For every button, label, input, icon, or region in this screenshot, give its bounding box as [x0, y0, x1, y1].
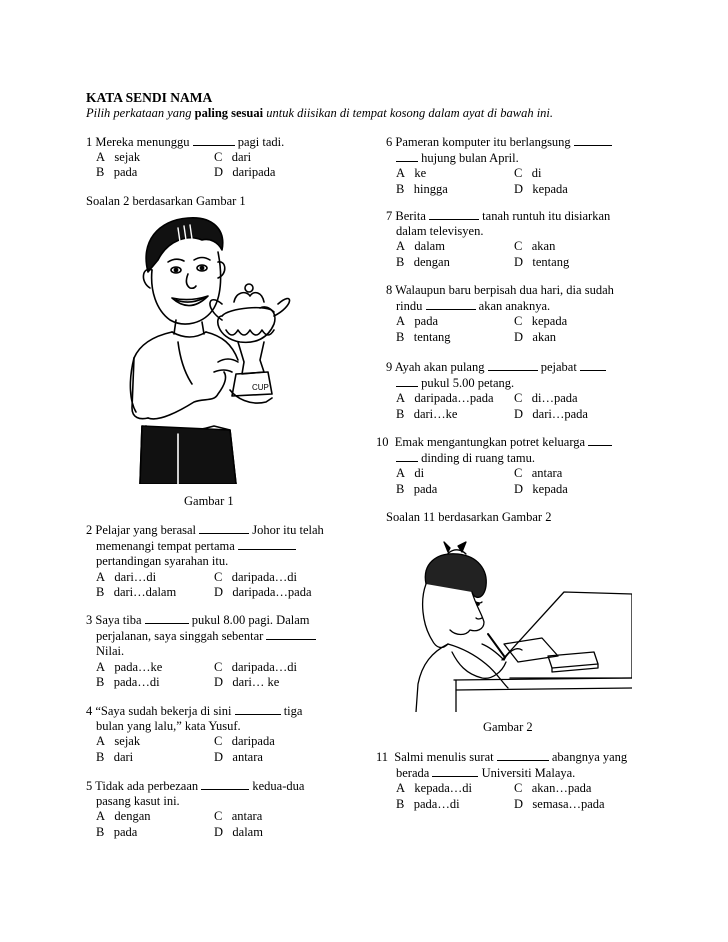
question-1: 1 Mereka menunggu pagi tadi. A sejak C dari B pada D daripada [86, 135, 285, 180]
answer-blank[interactable] [429, 208, 479, 220]
option-d[interactable]: D semasa…pada [514, 796, 605, 811]
option-d[interactable]: D kepada [514, 181, 568, 196]
option-a[interactable]: A ke [396, 166, 427, 181]
question-4: 4 “Saya sudah bekerja di sini tiga bulan yang lalu,” kata Yusuf. A sejak C daripada B dari D antara [86, 704, 303, 764]
option-c[interactable]: C daripada…di [214, 569, 297, 584]
answer-blank[interactable] [266, 628, 316, 640]
option-b[interactable]: B hingga [396, 181, 448, 196]
option-a[interactable]: A dalam [396, 239, 445, 254]
trophy-label: CUP [252, 383, 269, 392]
instruction: Pilih perkataan yang paling sesuai untuk diisikan di tempat kosong dalam ayat di bawah ini. [86, 106, 554, 120]
question-9: 9 Ayah akan pulang pejabat pukul 5.00 petang. A daripada…pada C di…pada B dari…ke D dari…pada [386, 359, 606, 422]
boy-with-trophy-illustration [118, 212, 298, 484]
option-b[interactable]: B dengan [396, 254, 450, 269]
option-d[interactable]: D daripada [214, 165, 276, 180]
answer-blank[interactable] [396, 375, 418, 387]
answer-blank[interactable] [201, 778, 249, 790]
figure-2-intro: Soalan 11 berdasarkan Gambar 2 [386, 510, 552, 524]
option-d[interactable]: D daripada…pada [214, 584, 312, 599]
option-a[interactable]: A pada [396, 314, 439, 329]
option-d[interactable]: D dari…pada [514, 406, 588, 421]
answer-blank[interactable] [432, 765, 478, 777]
option-a[interactable]: A sejak [96, 150, 141, 165]
option-b[interactable]: B dari…dalam [96, 584, 177, 599]
figure-1-intro: Soalan 2 berdasarkan Gambar 1 [86, 194, 246, 208]
answer-blank[interactable] [145, 612, 189, 624]
question-2: 2 Pelajar yang berasal Johor itu telah memenangi tempat pertama pertandingan syarahan itu. A dari…di C daripada…di B dari…dalam D daripada…pada [86, 523, 324, 599]
option-c[interactable]: C akan [514, 239, 556, 254]
answer-blank[interactable] [488, 359, 538, 371]
option-c[interactable]: C akan…pada [514, 781, 592, 796]
option-a[interactable]: A kepada…di [396, 781, 473, 796]
option-d[interactable]: D kepada [514, 481, 568, 496]
question-10: 10 Emak mengantungkan potret keluarga dinding di ruang tamu. A di C antara B pada D kepada [376, 434, 612, 497]
option-c[interactable]: C di [514, 166, 542, 181]
option-c[interactable]: C dari [214, 150, 252, 165]
question-5: 5 Tidak ada perbezaan kedua-dua pasang kasut ini. A dengan C antara B pada D dalam [86, 779, 305, 839]
option-d[interactable]: D dari… ke [214, 674, 280, 689]
option-d[interactable]: D akan [514, 329, 557, 344]
figure-2-caption: Gambar 2 [483, 720, 533, 734]
answer-blank[interactable] [193, 134, 235, 146]
answer-blank[interactable] [199, 522, 249, 534]
option-c[interactable]: C daripada [214, 734, 275, 749]
option-a[interactable]: A daripada…pada [396, 391, 494, 406]
question-3: 3 Saya tiba pukul 8.00 pagi. Dalam perjalanan, saya singgah sebentar Nilai. A pada…ke C daripada…di B pada…di D dari… ke [86, 612, 316, 690]
answer-blank[interactable] [580, 359, 606, 371]
question-8: 8 Walaupun baru berpisah dua hari, dia sudah rindu akan anaknya. A pada C kepada B tentang D akan [386, 283, 614, 344]
page-title: KATA SENDI NAMA [86, 90, 213, 105]
option-d[interactable]: D tentang [514, 254, 570, 269]
option-d[interactable]: D antara [214, 749, 263, 764]
option-c[interactable]: C kepada [514, 314, 568, 329]
option-b[interactable]: B pada…di [96, 674, 160, 689]
question-6: 6 Pameran komputer itu berlangsung hujung bulan April. A ke C di B hingga D kepada [386, 134, 612, 197]
answer-blank[interactable] [396, 450, 418, 462]
option-b[interactable]: B tentang [396, 329, 451, 344]
option-a[interactable]: A dengan [96, 809, 151, 824]
option-a[interactable]: A sejak [96, 734, 141, 749]
answer-blank[interactable] [396, 150, 418, 162]
option-b[interactable]: B pada [96, 165, 138, 180]
answer-blank[interactable] [238, 538, 296, 550]
answer-blank[interactable] [426, 298, 476, 310]
question-7: 7 Berita tanah runtuh itu disiarkan dalam televisyen. A dalam C akan B dengan D tentang [386, 209, 611, 269]
option-d[interactable]: D dalam [214, 824, 263, 839]
girl-writing-illustration [392, 540, 632, 712]
option-a[interactable]: A di [396, 466, 425, 481]
option-b[interactable]: B dari [96, 749, 134, 764]
option-c[interactable]: C daripada…di [214, 659, 297, 674]
option-b[interactable]: B pada [96, 824, 138, 839]
option-c[interactable]: C antara [514, 466, 563, 481]
option-b[interactable]: B dari…ke [396, 406, 458, 421]
answer-blank[interactable] [574, 134, 612, 146]
option-c[interactable]: C di…pada [514, 391, 578, 406]
answer-blank[interactable] [497, 749, 549, 761]
option-b[interactable]: B pada [396, 481, 438, 496]
figure-1-caption: Gambar 1 [184, 494, 234, 508]
option-b[interactable]: B pada…di [396, 796, 460, 811]
option-a[interactable]: A pada…ke [96, 659, 163, 674]
answer-blank[interactable] [235, 703, 281, 715]
answer-blank[interactable] [588, 434, 612, 446]
question-11: 11 Salmi menulis surat abangnya yang berada Universiti Malaya. A kepada…di C akan…pada B pada…di D semasa…pada [376, 750, 628, 811]
option-c[interactable]: C antara [214, 809, 263, 824]
option-a[interactable]: A dari…di [96, 569, 157, 584]
